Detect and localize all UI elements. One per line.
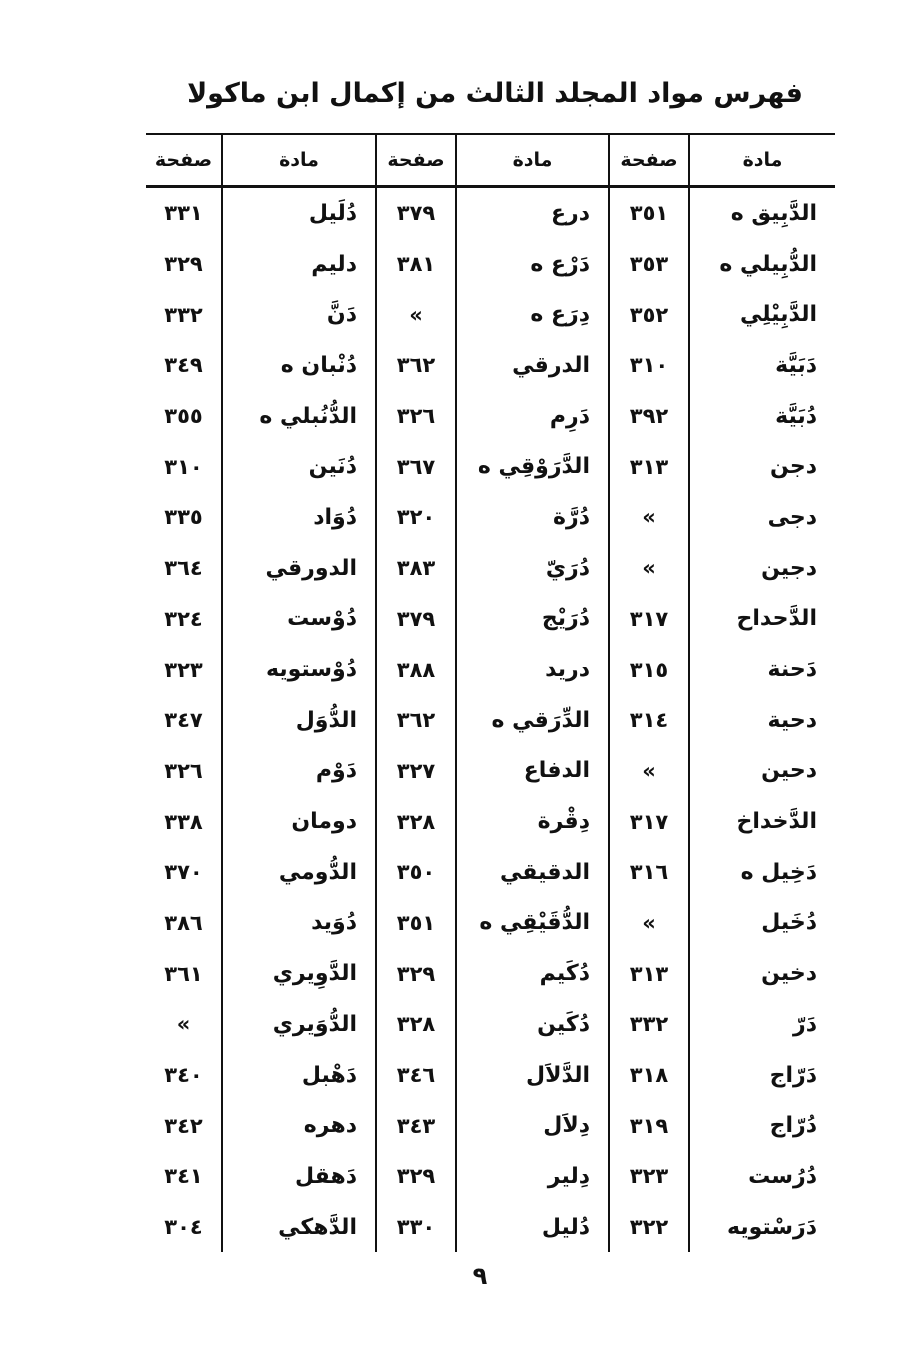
entry-word-cell: دريد xyxy=(545,657,590,683)
table-row xyxy=(146,187,835,239)
page-number-cell: » xyxy=(376,289,456,340)
page-number-cell: ٣١٠ xyxy=(609,340,689,391)
entry-word-cell: دُنَين xyxy=(308,454,357,480)
page-number-cell: ٣٥٢ xyxy=(609,289,689,340)
page-number-cell: ٣٠٤ xyxy=(146,1202,222,1253)
page-number-cell: » xyxy=(609,746,689,797)
entry-word-cell: الدِّرَقي ه xyxy=(491,707,590,733)
entry-word-cell: دُوَيد xyxy=(311,910,357,936)
page-number-cell: » xyxy=(609,492,689,543)
entry-word-cell: دُوْست xyxy=(287,606,357,632)
page-number-cell: ٣٨٨ xyxy=(376,644,456,695)
entry-word-cell: دَرْع ه xyxy=(530,251,590,277)
entry-word-cell: دَبَيَّة xyxy=(775,352,817,378)
column-header-page: صفحة xyxy=(376,134,456,187)
page-number-cell: ٣٢٩ xyxy=(376,1151,456,1202)
column-header-page: صفحة xyxy=(609,134,689,187)
entry-word-cell: دَرِم xyxy=(549,403,590,429)
column-header-word: مادة xyxy=(689,134,835,187)
page-number-cell: ٣٦١ xyxy=(146,948,222,999)
entry-word-cell: دُليل xyxy=(541,1214,590,1240)
page-number-cell: ٣٢٣ xyxy=(609,1151,689,1202)
page-number-cell: ٣٣١ xyxy=(146,187,222,239)
table-row xyxy=(146,492,835,543)
table-row xyxy=(146,746,835,797)
entry-word-cell: دجين xyxy=(761,555,817,581)
table-row xyxy=(146,948,835,999)
page-number-cell: ٣٤٦ xyxy=(376,1050,456,1101)
entry-word-cell: دجن xyxy=(770,454,817,480)
table-row xyxy=(146,543,835,594)
entry-word-cell: الدرقي xyxy=(512,352,590,378)
entry-word-cell: الدُّومي xyxy=(278,859,357,885)
entry-word-cell: دَنَّ xyxy=(326,302,357,328)
entry-word-cell: دِلاَل xyxy=(543,1113,590,1139)
page-number-cell: ٣١٨ xyxy=(609,1050,689,1101)
page-number-cell: ٣٤٣ xyxy=(376,1100,456,1151)
page-number-cell: ٣١٣ xyxy=(609,948,689,999)
page-number: ٩ xyxy=(472,1262,488,1290)
page-number-cell: ٣٥١ xyxy=(376,898,456,949)
entry-word-cell: دليم xyxy=(311,251,357,277)
entry-word-cell: الدَّوِيري xyxy=(272,961,357,987)
entry-word-cell: دَهْبل xyxy=(301,1062,357,1088)
table-row xyxy=(146,999,835,1050)
page-number-cell: ٣٤١ xyxy=(146,1151,222,1202)
table-row xyxy=(146,695,835,746)
entry-word-cell: دُرّاج xyxy=(769,1113,817,1139)
entry-word-cell: الدَّهكي xyxy=(278,1214,357,1240)
table-row xyxy=(146,594,835,645)
page-number-cell: ٣٦٢ xyxy=(376,340,456,391)
table-row xyxy=(146,898,835,949)
page-number-cell: ٣٣٢ xyxy=(609,999,689,1050)
page-number-cell: ٣٢٤ xyxy=(146,594,222,645)
page-number-cell: ٣١٧ xyxy=(609,796,689,847)
entry-word-cell: دَخِيل ه xyxy=(740,859,817,885)
table-row xyxy=(146,796,835,847)
table-row xyxy=(146,1050,835,1101)
table-row xyxy=(146,441,835,492)
entry-word-cell: دحين xyxy=(761,758,817,784)
page-number-cell: ٣٤٧ xyxy=(146,695,222,746)
entry-word-cell: الدَّبِيق ه xyxy=(730,200,817,226)
entry-word-cell: دُرَّة xyxy=(553,504,590,530)
entry-word-cell: الدَّحداح xyxy=(736,606,817,632)
page-number-cell: ٣٤٩ xyxy=(146,340,222,391)
entry-word-cell: دومان xyxy=(291,809,357,835)
entry-word-cell: الدُّنُبلي ه xyxy=(259,403,357,429)
entry-word-cell: الدَّرَوْقِي ه xyxy=(477,454,590,480)
page-number-cell: » xyxy=(609,543,689,594)
entry-word-cell: دُوْستويه xyxy=(266,657,357,683)
page-number-cell: ٣١٣ xyxy=(609,441,689,492)
entry-word-cell: دجى xyxy=(767,504,817,530)
table-row xyxy=(146,239,835,290)
entry-word-cell: دُكَين xyxy=(537,1011,590,1037)
page-number-cell: ٣٣٥ xyxy=(146,492,222,543)
entry-word-cell: الدُّقَيْقِي ه xyxy=(479,910,590,936)
page-number-cell: ٣٧٠ xyxy=(146,847,222,898)
entry-word-cell: دَرّ xyxy=(793,1011,817,1037)
page-number-cell: ٣٧٩ xyxy=(376,594,456,645)
table-body xyxy=(146,187,835,1253)
entry-word-cell: دحية xyxy=(767,707,817,733)
table-row xyxy=(146,340,835,391)
page-number-cell: ٣٢٩ xyxy=(376,948,456,999)
page-number-cell: ٣٢٦ xyxy=(376,391,456,442)
page-number-cell: ٣٥٥ xyxy=(146,391,222,442)
column-header-word: مادة xyxy=(456,134,609,187)
entry-word-cell: دُنْبان ه xyxy=(280,352,357,378)
page-number-cell: ٣٨٣ xyxy=(376,543,456,594)
page-number-cell: ٣٢٧ xyxy=(376,746,456,797)
table-row xyxy=(146,1151,835,1202)
entry-word-cell: الدقيقي xyxy=(500,859,590,885)
page-number-cell: ٣٤٢ xyxy=(146,1100,222,1151)
page-number-cell: ٣٣٨ xyxy=(146,796,222,847)
entry-word-cell: دَرّاج xyxy=(769,1062,817,1088)
entry-word-cell: دهره xyxy=(303,1113,357,1139)
entry-word-cell: دَوْم xyxy=(315,758,357,784)
entry-word-cell: دِرَع ه xyxy=(530,302,590,328)
page-number-cell: ٣٢٠ xyxy=(376,492,456,543)
table-row xyxy=(146,391,835,442)
entry-word-cell: دخين xyxy=(761,961,817,987)
page-number-cell: ٣٥١ xyxy=(609,187,689,239)
page-number-cell: ٣٦٢ xyxy=(376,695,456,746)
page-number-cell: ٣١٧ xyxy=(609,594,689,645)
page-title: فهرس مواد المجلد الثالث من إكمال ابن ماكولا xyxy=(187,78,803,109)
entry-word-cell: دُوَاد xyxy=(313,504,357,530)
entry-word-cell: دَحنة xyxy=(767,657,817,683)
entry-word-cell: دُرَيْج xyxy=(541,606,590,632)
page-number-cell: ٣٢٨ xyxy=(376,796,456,847)
entry-word-cell: دُخَيل xyxy=(761,910,817,936)
page-number-cell: ٣٨٦ xyxy=(146,898,222,949)
table-row xyxy=(146,289,835,340)
entry-word-cell: الدُّبِيلي ه xyxy=(719,251,817,277)
entry-word-cell: الدَّخداخ xyxy=(736,809,817,835)
page-number-cell: » xyxy=(609,898,689,949)
entry-word-cell: دَهقل xyxy=(294,1163,357,1189)
entry-word-cell: دِلير xyxy=(547,1163,590,1189)
entry-word-cell: الدَّبِيْلِي xyxy=(740,302,817,328)
page-number-cell: ٣٢٦ xyxy=(146,746,222,797)
page-number-cell: ٣١٤ xyxy=(609,695,689,746)
entry-word-cell: الدفاع xyxy=(523,758,590,784)
entry-word-cell: الدُّوَيري xyxy=(272,1011,357,1037)
column-header-word: مادة xyxy=(222,134,376,187)
page-number-cell: ٣٥٠ xyxy=(376,847,456,898)
entry-word-cell: درع xyxy=(551,200,590,226)
page-number-cell: ٣٥٣ xyxy=(609,239,689,290)
page-number-cell: ٣٢٢ xyxy=(609,1202,689,1253)
page-number-cell: ٣٢٨ xyxy=(376,999,456,1050)
table-row xyxy=(146,847,835,898)
entry-word-cell: دُكَيم xyxy=(539,961,590,987)
page-number-cell: ٣١٦ xyxy=(609,847,689,898)
entry-word-cell: الدُّوَل xyxy=(295,707,357,733)
page-number-cell: ٣٦٤ xyxy=(146,543,222,594)
column-header-page: صفحة xyxy=(146,134,222,187)
page-number-cell: ٣١٩ xyxy=(609,1100,689,1151)
table-row xyxy=(146,1202,835,1253)
page-number-cell: ٣٤٠ xyxy=(146,1050,222,1101)
page-number-cell: ٣٢٣ xyxy=(146,644,222,695)
entry-word-cell: دُرُست xyxy=(748,1163,817,1189)
entry-word-cell: دَرَسْتويه xyxy=(727,1214,817,1240)
table-header-row xyxy=(146,134,835,187)
entry-word-cell: دُرَيّ xyxy=(545,555,590,581)
table-row xyxy=(146,644,835,695)
entry-word-cell: دِقْرة xyxy=(537,809,590,835)
entry-word-cell: دُلَيل xyxy=(308,200,357,226)
page-number-cell: ٣٨١ xyxy=(376,239,456,290)
page-number-cell: ٣٣٢ xyxy=(146,289,222,340)
entry-word-cell: الدورقي xyxy=(265,555,357,581)
page-number-cell: ٣٩٢ xyxy=(609,391,689,442)
entry-word-cell: الدَّلاَل xyxy=(526,1062,590,1088)
page-number-cell: » xyxy=(146,999,222,1050)
entry-word-cell: دُبَيَّة xyxy=(775,403,817,429)
page-number-cell: ٣١٥ xyxy=(609,644,689,695)
index-table xyxy=(146,133,835,1252)
page-number-cell: ٣٦٧ xyxy=(376,441,456,492)
table-row xyxy=(146,1100,835,1151)
page-number-cell: ٣٣٠ xyxy=(376,1202,456,1253)
page-number-cell: ٣٧٩ xyxy=(376,187,456,239)
page-number-cell: ٣١٠ xyxy=(146,441,222,492)
page-number-cell: ٣٢٩ xyxy=(146,239,222,290)
